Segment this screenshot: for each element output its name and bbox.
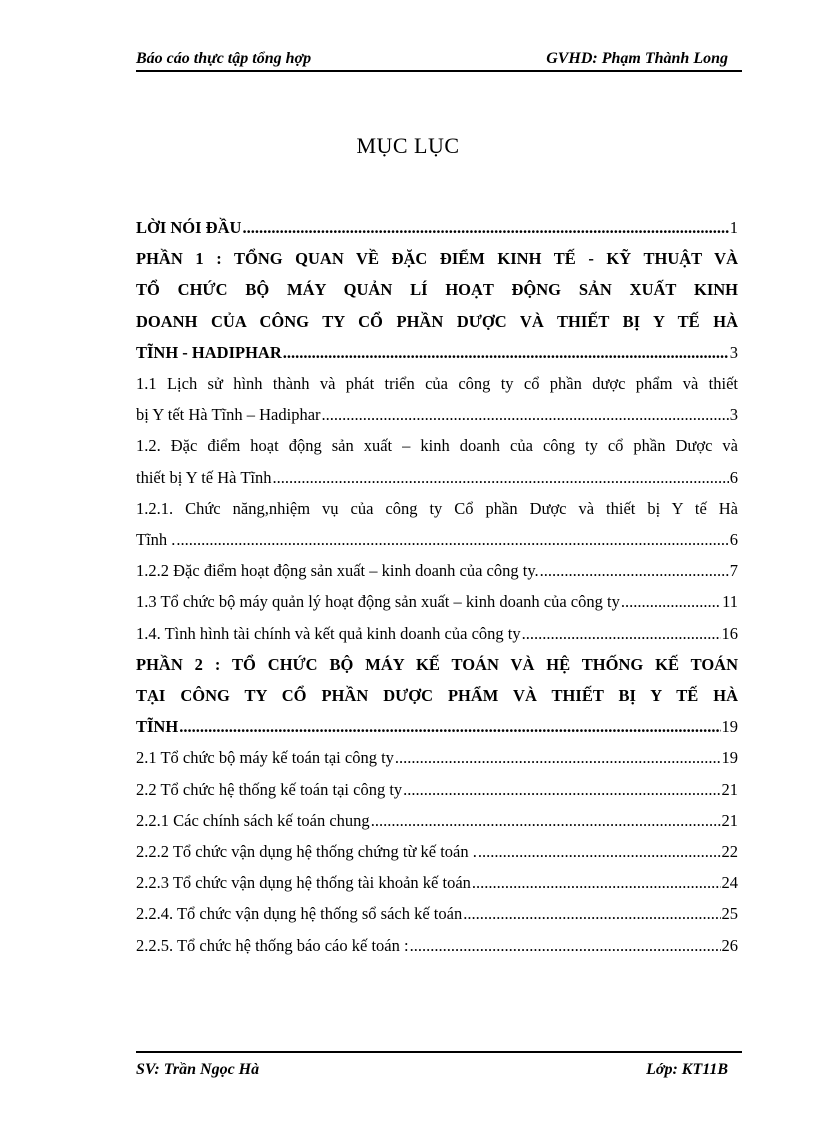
page-title: MỤC LỤC: [356, 133, 460, 158]
toc-dot-leader: [322, 399, 729, 430]
toc-entry[interactable]: [136, 586, 738, 617]
toc-entry[interactable]: [136, 867, 738, 898]
toc-entry[interactable]: [136, 898, 738, 929]
toc-entry[interactable]: [136, 212, 738, 243]
toc-entry-last-line: [136, 836, 738, 867]
toc-entry-line: PHẦN 2 : TỔ CHỨC BỘ MÁY KẾ TOÁN VÀ HỆ THỐNG KẾ TOÁN: [136, 654, 738, 674]
toc-entry[interactable]: [136, 430, 738, 492]
toc-dot-leader: [283, 337, 729, 368]
toc-entry-text: 2.2.2 Tổ chức vận dụng hệ thống chứng từ kế toán .: [136, 842, 477, 862]
toc-entry[interactable]: [136, 836, 738, 867]
footer-student: SV: Trần Ngọc Hà: [136, 1061, 260, 1078]
header-report-title: Báo cáo thực tập tổng hợp: [136, 50, 312, 67]
toc-entry-line: 1.2.1. Chức năng,nhiệm vụ của công ty Cổ phần Dược và thiết bị Y tế Hà: [136, 498, 738, 518]
toc-entry-last-line: [136, 774, 738, 805]
toc-page-number: 25: [721, 904, 738, 924]
toc-page-number: 11: [722, 592, 738, 612]
toc-entry-text: 1.2.2 Đặc điểm hoạt động sản xuất – kinh doanh của công ty.: [136, 561, 539, 581]
toc-entry-last-line: [136, 711, 738, 742]
toc-entry[interactable]: [136, 649, 738, 743]
toc-entry-last-line: [136, 555, 738, 586]
toc-entry-line: TẠI CÔNG TY CỔ PHẦN DƯỢC PHẨM VÀ THIẾT BỊ Y TẾ HÀ: [136, 686, 738, 706]
toc-entry-text: 2.2.4. Tổ chức vận dụng hệ thống sổ sách kế toán: [136, 904, 463, 924]
toc-dot-leader: [179, 711, 720, 742]
toc-entry-line: TỔ CHỨC BỘ MÁY QUẢN LÍ HOẠT ĐỘNG SẢN XUẤT KINH: [136, 280, 738, 300]
toc-entry-last-line: [136, 337, 738, 368]
toc-dot-leader: [540, 555, 729, 586]
toc-dot-leader: [395, 742, 721, 773]
toc-entry-text: TĨNH: [136, 717, 179, 737]
toc-page-number: 19: [721, 748, 738, 768]
toc-entry-line: PHẦN 1 : TỔNG QUAN VỀ ĐẶC ĐIỂM KINH TẾ - KỸ THUẬT VÀ: [136, 249, 738, 269]
toc-dot-leader: [403, 774, 720, 805]
toc-entry-text: thiết bị Y tế Hà Tĩnh: [136, 467, 272, 487]
toc-page-number: 3: [729, 342, 738, 362]
toc-entry[interactable]: [136, 243, 738, 368]
toc-entry-last-line: [136, 462, 738, 493]
toc-entry-text: 2.2.5. Tổ chức hệ thống báo cáo kế toán :: [136, 935, 409, 955]
toc-entry[interactable]: [136, 774, 738, 805]
toc-entry-text: 2.1 Tổ chức bộ máy kế toán tại công ty: [136, 748, 394, 768]
toc-page-number: 7: [729, 561, 738, 581]
toc-page-number: 19: [721, 717, 738, 737]
toc-entry-line: DOANH CỦA CÔNG TY CỔ PHẦN DƯỢC VÀ THIẾT BỊ Y TẾ HÀ: [136, 311, 738, 331]
header-advisor: GVHD: Phạm Thành Long: [546, 50, 728, 67]
toc-page-number: 1: [729, 218, 738, 237]
toc-entry-text: LỜI NÓI ĐẦU: [136, 218, 242, 237]
toc-entry-line: 1.2. Đặc điểm hoạt động sản xuất – kinh doanh của công ty cổ phần Dược và: [136, 436, 738, 456]
toc-entry-text: 1.3 Tổ chức bộ máy quản lý hoạt động sản xuất – kinh doanh của công ty: [136, 592, 620, 612]
toc-entry[interactable]: [136, 805, 738, 836]
toc-entry-text: Tĩnh .: [136, 530, 176, 550]
toc-entry-line: 1.1 Lịch sử hình thành và phát triển của công ty cổ phần dược phẩm và thiết: [136, 374, 738, 394]
toc-entry[interactable]: [136, 618, 738, 649]
toc-page-number: 24: [721, 873, 738, 893]
toc-entry-last-line: [136, 212, 738, 243]
toc-page-number: 3: [729, 405, 738, 425]
toc-entry-last-line: [136, 742, 738, 773]
toc-page-number: 6: [729, 530, 738, 550]
toc-entry-text: 2.2.3 Tổ chức vận dụng hệ thống tài khoản kế toán: [136, 873, 471, 893]
toc-dot-leader: [371, 805, 721, 836]
toc-entry-text: 2.2 Tổ chức hệ thống kế toán tại công ty: [136, 779, 403, 799]
toc-entry-last-line: [136, 867, 738, 898]
toc-dot-leader: [242, 212, 728, 243]
toc-entry-last-line: [136, 930, 738, 961]
table-of-contents: [136, 212, 738, 961]
toc-entry[interactable]: [136, 368, 738, 430]
toc-entry-text: TĨNH - HADIPHAR: [136, 342, 282, 362]
toc-entry-last-line: [136, 805, 738, 836]
toc-dot-leader: [478, 836, 721, 867]
toc-entry-last-line: [136, 524, 738, 555]
toc-dot-leader: [273, 462, 729, 493]
toc-dot-leader: [621, 586, 721, 617]
toc-page-number: 6: [729, 467, 738, 487]
toc-page-number: 16: [721, 623, 738, 643]
toc-dot-leader: [472, 867, 721, 898]
toc-entry-last-line: [136, 898, 738, 929]
toc-page-number: 21: [721, 810, 738, 830]
page-footer: [136, 1051, 742, 1079]
toc-dot-leader: [522, 618, 721, 649]
toc-entry-last-line: [136, 399, 738, 430]
toc-entry[interactable]: [136, 742, 738, 773]
toc-dot-leader: [410, 930, 721, 961]
toc-entry[interactable]: [136, 930, 738, 961]
toc-entry[interactable]: [136, 555, 738, 586]
toc-entry-text: 1.4. Tình hình tài chính và kết quả kinh doanh của công ty: [136, 623, 521, 643]
toc-dot-leader: [463, 898, 720, 929]
toc-dot-leader: [176, 524, 728, 555]
toc-entry-text: bị Y tết Hà Tĩnh – Hadiphar: [136, 405, 321, 425]
toc-entry-last-line: [136, 618, 738, 649]
toc-page-number: 26: [721, 935, 738, 955]
toc-entry-text: 2.2.1 Các chính sách kế toán chung: [136, 810, 370, 830]
toc-entry[interactable]: [136, 493, 738, 555]
page-header: [136, 48, 742, 72]
toc-page-number: 21: [721, 779, 738, 799]
toc-page-number: 22: [721, 842, 738, 862]
footer-class: Lớp: KT11B: [646, 1061, 728, 1078]
toc-entry-last-line: [136, 586, 738, 617]
